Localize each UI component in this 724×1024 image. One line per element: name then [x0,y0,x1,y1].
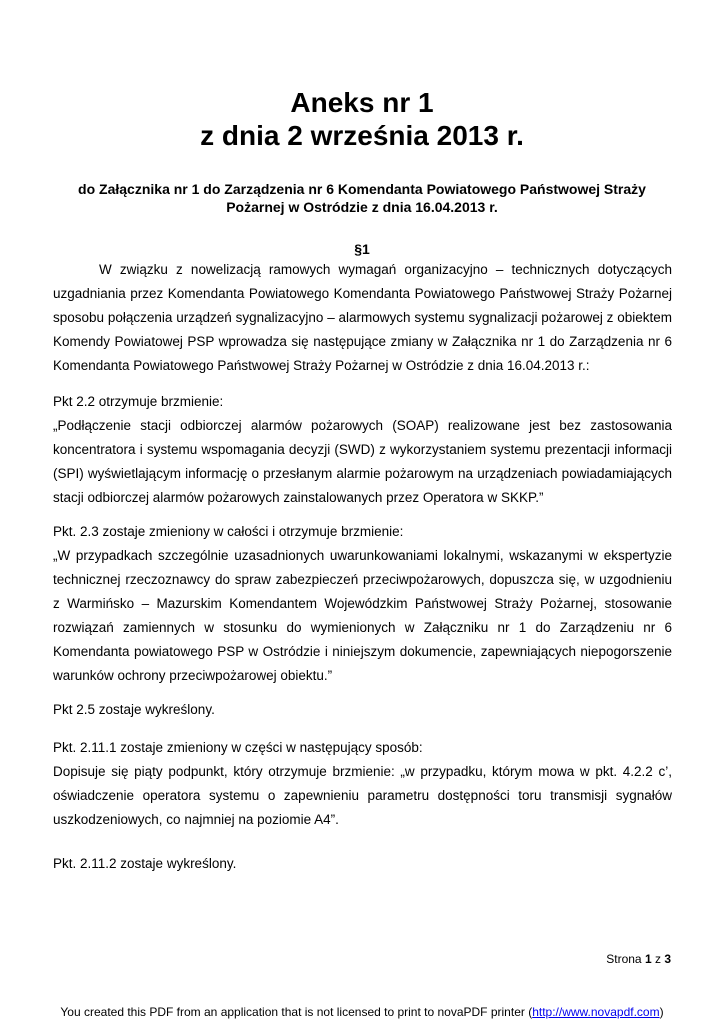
watermark-link[interactable]: http://www.novapdf.com [532,1005,660,1019]
section-mark: §1 [354,241,370,257]
watermark-suffix: ) [659,1005,664,1019]
item-2-3 [53,520,672,688]
page-total: 3 [664,952,671,966]
document-title-line2: z dnia 2 września 2013 r. [200,120,524,151]
item-2-2 [53,390,672,510]
page-separator: z [651,952,665,966]
item-heading: Pkt. 2.3 zostaje zmieniony w całości i otrzymuje brzmienie: [53,524,404,539]
item-body: Dopisuje się piąty podpunkt, który otrzymuje brzmienie: „w przypadku, którym mowa w pkt. 4.2.2 c’, oświadczenie operatora systemu o zapewnieniu parametru dostępności toru transmisji sygnałów uszkodzeniowych, co najmniej na poziomie A4”. [53,764,672,827]
page-prefix: Strona [606,952,645,966]
watermark-text: You created this PDF from an application that is not licensed to print to novaPDF printer ( [60,1005,533,1019]
item-2-11-2 [53,852,672,876]
item-2-11-1 [53,736,672,832]
intro-paragraph-block [53,258,672,378]
novapdf-watermark [0,1004,724,1020]
document-subtitle: do Załącznika nr 1 do Zarządzenia nr 6 Komendanta Powiatowego Państwowej Straży Pożarnej w Ostródzie z dnia 16.04.2013 r. [78,181,646,215]
item-heading: Pkt 2.5 zostaje wykreślony. [53,702,215,717]
item-heading: Pkt. 2.11.2 zostaje wykreślony. [53,856,237,871]
intro-paragraph: W związku z nowelizacją ramowych wymagań organizacyjno – technicznych dotyczących uzgadniania przez Komendanta Powiatowego Komendanta Powiatowego Państwowej Straży Pożarnej sposobu połączenia urządzeń sygnalizacyjno – alarmowych systemu sygnalizacji pożarowej z obiektem Komendy Powiatowej PSP wprowadza się następujące zmiany w Załącznika nr 1 do Zarządzenia nr 6 Komendanta Powiatowego Państwowej Straży Pożarnej w Ostródzie z dnia 16.04.2013 r.: [53,262,672,373]
item-heading: Pkt. 2.11.1 zostaje zmieniony w części w następujący sposób: [53,740,423,755]
item-2-5 [53,698,672,722]
item-body: „W przypadkach szczególnie uzasadnionych uwarunkowaniami lokalnymi, wskazanymi w ekspertyzie technicznej rzeczoznawcy do spraw zabezpieczeń przeciwpożarowych, dopuszcza się, w uzgodnieniu z Warmińsko – Mazurskim Komendantem Wojewódzkim Państwowej Straży Pożarnej, stosowanie rozwiązań zamiennych w stosunku do wymienionych w Załączniku nr 1 do Zarządzeniu nr 6 Komendanta powiatowego PSP w Ostródzie i niniejszym dokumencie, zapewniających niepogorszenie warunków ochrony przeciwpożarowej obiektu.” [53,548,672,683]
page-current: 1 [644,952,652,966]
page-number [606,951,671,967]
item-heading: Pkt 2.2 otrzymuje brzmienie: [53,394,224,409]
document-title-line1: Aneks nr 1 [290,87,434,118]
item-body: „Podłączenie stacji odbiorczej alarmów pożarowych (SOAP) realizowane jest bez zastosowania koncentratora i systemu wspomagania decyzji (SWD) z wykorzystaniem systemu prezentacji informacji (SPI) wyświetlającym informację o przesłanym alarmie pożarowym na urządzeniach powiadamiających stacji odbiorczej alarmów pożarowych zainstalowanych przez Operatora w SKKP.” [53,418,672,505]
